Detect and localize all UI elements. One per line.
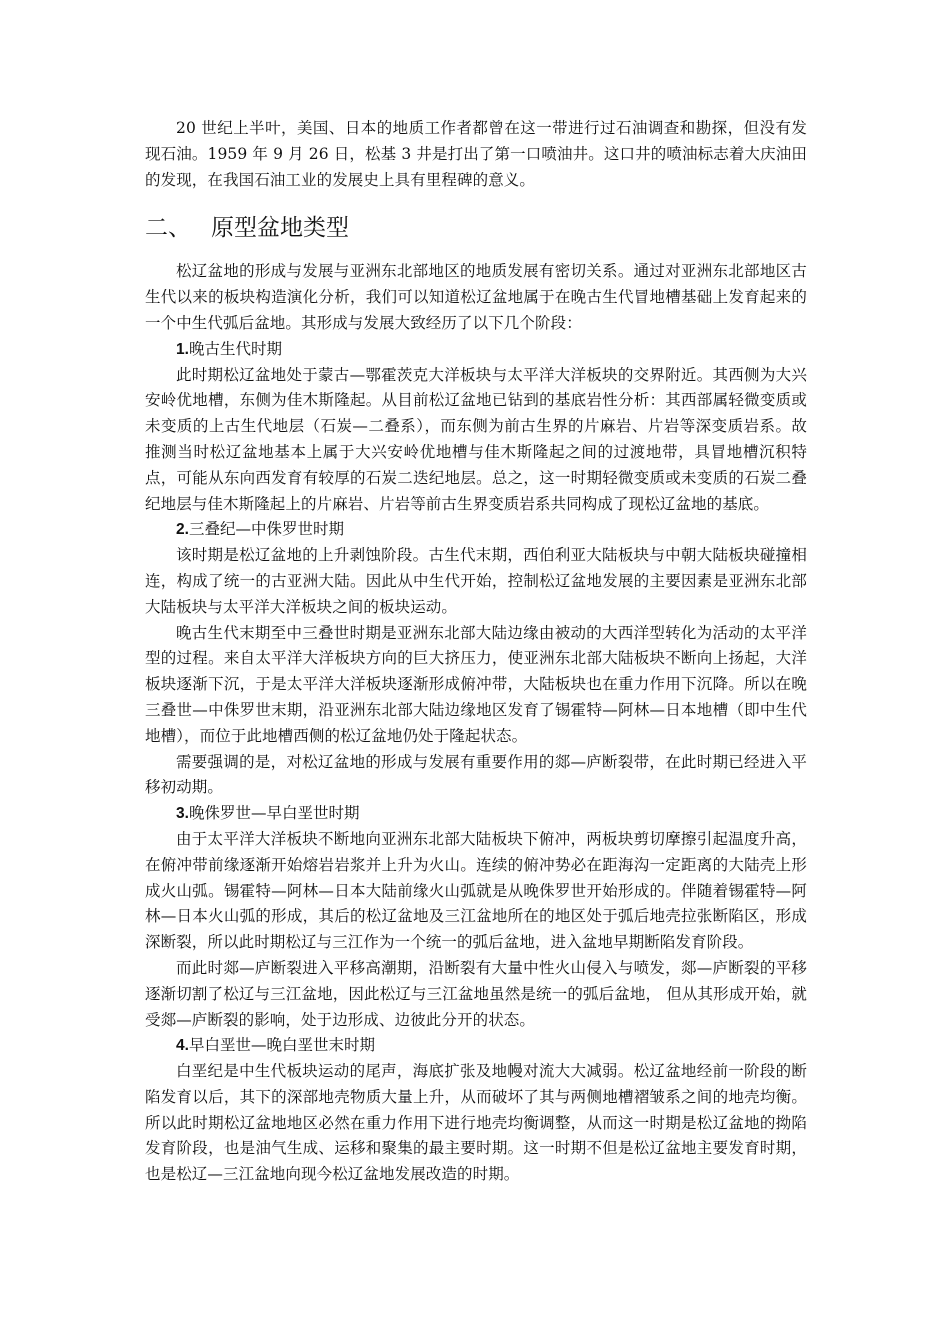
stage-heading: [145, 517, 807, 543]
stage-paragraph: 晚古生代末期至中三叠世时期是亚洲东北部大陆边缘由被动的大西洋型转化为活动的太平洋型的过程。来自太平洋大洋板块方向的巨大挤压力，使亚洲东北部大陆板块不断向上扬起，大洋板块逐渐下沉，于是太平洋大洋板块逐渐形成俯冲带，大陆板块也在重力作用下沉降。所以在晚三叠世—中侏罗世末期，沿亚洲东北部大陆边缘地区发育了锡霍特—阿林—日本地槽（即中生代地槽），而位于此地槽西侧的松辽盆地仍处于隆起状态。: [145, 623, 807, 745]
stage-heading: [145, 337, 807, 363]
stage-paragraph: 该时期是松辽盆地的上升剥蚀阶段。古生代末期，西伯利亚大陆板块与中朝大陆板块碰撞相连，构成了统一的古亚洲大陆。因此从中生代开始，控制松辽盆地发展的主要因素是亚洲东北部大陆板块与太平洋大洋板块之间的板块运动。: [145, 546, 807, 616]
stage-paragraph: 此时期松辽盆地处于蒙古—鄂霍茨克大洋板块与太平洋大洋板块的交界附近。其西侧为大兴安岭优地槽，东侧为佳木斯隆起。从目前松辽盆地已钻到的基底岩性分析：其西部属轻微变质或未变质的上古生代地层（石炭—二叠系），而东侧为前古生界的片麻岩、片岩等深变质岩系。故推测当时松辽盆地基本上属于大兴安岭优地槽与佳木斯隆起之间的过渡地带，具冒地槽沉积特点，可能从东向西发育有较厚的石炭二迭纪地层。总之，这一时期轻微变质或未变质的石炭二叠纪地层与佳木斯隆起上的片麻岩、片岩等前古生界变质岩系共同构成了现松辽盆地的基底。: [145, 365, 807, 513]
section-intro-paragraph: 松辽盆地的形成与发展与亚洲东北部地区的地质发展有密切关系。通过对亚洲东北部地区古生代以来的板块构造演化分析，我们可以知道松辽盆地属于在晚古生代冒地槽基础上发育起来的一个中生代弧后盆地。其形成与发展大致经历了以下几个阶段：: [145, 262, 807, 332]
stage-number: 1.: [176, 340, 189, 358]
stage-number: 2.: [176, 521, 189, 539]
section-number: 二、: [145, 215, 191, 242]
stage-heading: [145, 801, 807, 827]
stage-paragraph: 而此时郯—庐断裂进入平移高潮期，沿断裂有大量中性火山侵入与喷发，郯—庐断裂的平移逐渐切割了松辽与三江盆地，因此松辽与三江盆地虽然是统一的弧后盆地， 但从其形成开始，就受郯—庐断裂的影响，处于边形成、边彼此分开的状态。: [145, 958, 807, 1029]
stage-title: 三叠纪—中侏罗世时期: [188, 520, 344, 539]
stage-title: 早白垩世—晚白垩世末时期: [188, 1036, 375, 1055]
intro-paragraph: 20 世纪上半叶，美国、日本的地质工作者都曾在这一带进行过石油调查和勘探，但没有发现石油。1959 年 9 月 26 日，松基 3 井是打出了第一口喷油井。这口井的喷油标志着大庆油田的发现，在我国石油工业的发展史上具有里程碑的意义。: [145, 119, 807, 189]
stage-paragraph: 由于太平洋大洋板块不断地向亚洲东北部大陆板块下俯冲，两板块剪切摩擦引起温度升高，在俯冲带前缘逐渐开始熔岩岩浆并上升为火山。连续的俯冲势必在距海沟一定距离的大陆壳上形成火山弧。锡霍特—阿林—日本大陆前缘火山弧就是从晚侏罗世开始形成的。伴随着锡霍特—阿林—日本火山弧的形成，其后的松辽盆地及三江盆地所在的地区处于弧后地壳拉张断陷区，形成深断裂，所以此时期松辽与三江作为一个统一的弧后盆地，进入盆地早期断陷发育阶段。: [145, 829, 807, 952]
section-heading: [145, 211, 807, 245]
stage-number: 3.: [176, 805, 189, 823]
document-page: [145, 116, 807, 1188]
stage-paragraph: 需要强调的是，对松辽盆地的形成与发展有重要作用的郯—庐断裂带，在此时期已经进入平移初动期。: [145, 752, 807, 797]
stage-number: 4.: [176, 1037, 189, 1055]
stage-paragraph: 白垩纪是中生代板块运动的尾声，海底扩张及地幔对流大大减弱。松辽盆地经前一阶段的断陷发育以后，其下的深部地壳物质大量上升，从而破坏了其与两侧地槽褶皱系之间的地壳均衡。所以此时期松辽盆地地区必然在重力作用下进行地壳均衡调整，从而这一时期是松辽盆地的拗陷发育阶段，也是油气生成、运移和聚集的最主要时期。这一时期不但是松辽盆地主要发育时期，也是松辽—三江盆地向现今松辽盆地发展改造的时期。: [145, 1062, 807, 1184]
stage-title: 晚古生代时期: [188, 339, 282, 358]
stage-heading: [145, 1033, 807, 1059]
stage-title: 晚侏罗世—早白垩世时期: [188, 804, 360, 823]
section-title: 原型盆地类型: [211, 215, 349, 242]
